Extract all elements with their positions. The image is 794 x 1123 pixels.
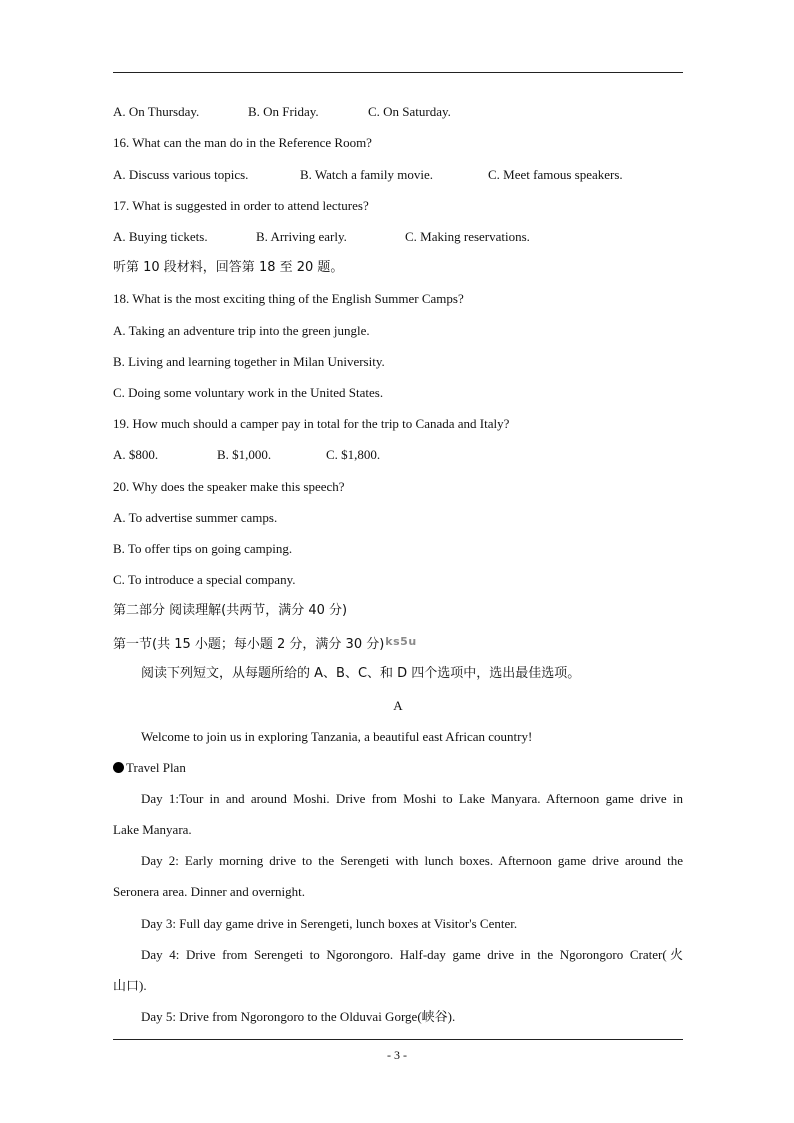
- reading-instructions: 阅读下列短文，从每题所给的 A、B、C、和 D 四个选项中，选出最佳选项。: [141, 666, 581, 681]
- passage-label: A: [393, 698, 403, 713]
- q18-stem: 18. What is the most exciting thing of the English Summer Camps?: [113, 291, 464, 306]
- day4-line2: 山口).: [113, 978, 147, 993]
- q17-option-a: A. Buying tickets.: [113, 229, 208, 244]
- day1-line2: Lake Manyara.: [113, 822, 192, 837]
- q20-stem: 20. Why does the speaker make this speech?: [113, 479, 345, 494]
- q16-option-c: C. Meet famous speakers.: [488, 167, 623, 182]
- welcome-line: Welcome to join us in exploring Tanzania, a beautiful east African country!: [141, 729, 533, 744]
- header-rule: [113, 72, 683, 73]
- section-one-heading: [113, 634, 417, 653]
- day2-line1: Day 2: Early morning drive to the Serengeti with lunch boxes. Afternoon game drive around the: [141, 853, 683, 868]
- q17-stem: 17. What is suggested in order to attend lectures?: [113, 198, 369, 213]
- q16-option-a: A. Discuss various topics.: [113, 167, 249, 182]
- q20-option-b: B. To offer tips on going camping.: [113, 541, 293, 556]
- q17-option-c: C. Making reservations.: [405, 229, 530, 244]
- travel-plan-label: Travel Plan: [126, 760, 186, 775]
- q18-option-c: C. Doing some voluntary work in the United States.: [113, 385, 384, 400]
- q17-option-b: B. Arriving early.: [256, 229, 347, 244]
- day1-line1: Day 1:Tour in and around Moshi. Drive from Moshi to Lake Manyara. Afternoon game drive in: [141, 791, 683, 806]
- page-number: - 3 -: [387, 1048, 407, 1062]
- day5-line: Day 5: Drive from Ngorongoro to the Olduvai Gorge(峡谷).: [141, 1009, 456, 1024]
- q16-stem: 16. What can the man do in the Reference Room?: [113, 135, 372, 150]
- bullet-icon: [113, 762, 124, 773]
- section-10-instruction: 听第 10 段材料，回答第 18 至 20 题。: [113, 260, 344, 275]
- ks5u-logo: ks5u: [385, 635, 417, 648]
- q15-option-c: C. On Saturday.: [368, 104, 451, 119]
- q19-option-a: A. $800.: [113, 447, 159, 462]
- q20-option-c: C. To introduce a special company.: [113, 572, 296, 587]
- q19-stem: 19. How much should a camper pay in total for the trip to Canada and Italy?: [113, 416, 510, 431]
- q19-option-b: B. $1,000.: [217, 447, 272, 462]
- day3-line: Day 3: Full day game drive in Serengeti, lunch boxes at Visitor's Center.: [141, 916, 518, 931]
- q16-option-b: B. Watch a family movie.: [300, 167, 434, 182]
- q18-option-a: A. Taking an adventure trip into the green jungle.: [113, 323, 370, 338]
- day2-line2: Seronera area. Dinner and overnight.: [113, 884, 306, 899]
- q15-option-a: A. On Thursday.: [113, 104, 200, 119]
- q19-option-c: C. $1,800.: [326, 447, 381, 462]
- q20-option-a: A. To advertise summer camps.: [113, 510, 278, 525]
- travel-plan-heading: [113, 760, 186, 776]
- day4-line1: Day 4: Drive from Serengeti to Ngorongoro. Half-day game drive in the Ngorongoro Crater(火: [141, 947, 683, 962]
- q15-option-b: B. On Friday.: [248, 104, 319, 119]
- part-two-heading: 第二部分 阅读理解(共两节，满分 40 分): [113, 603, 348, 618]
- section-one-heading-text: 第一节(共 15 小题；每小题 2 分，满分 30 分): [113, 637, 385, 652]
- q18-option-b: B. Living and learning together in Milan University.: [113, 354, 385, 369]
- footer-rule: [113, 1039, 683, 1040]
